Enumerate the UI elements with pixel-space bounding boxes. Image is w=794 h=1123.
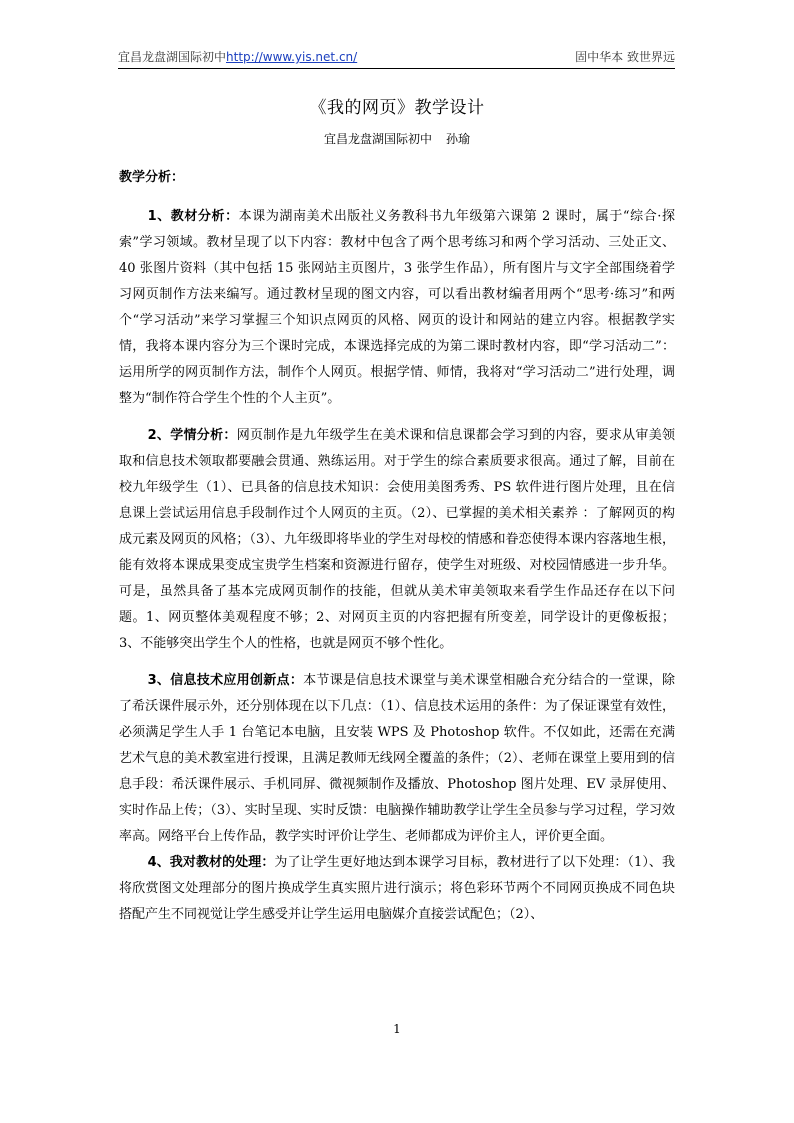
- document-title: 《我的网页》教学设计: [309, 98, 485, 118]
- header-school-name: 宜昌龙盘湖国际初中: [118, 50, 227, 64]
- author-name: 孙瑜: [446, 132, 471, 146]
- paragraph-heading: 3、信息技术应用创新点：: [147, 673, 304, 688]
- author-school: 宜昌龙盘湖国际初中: [323, 132, 432, 146]
- author-line: [0, 130, 794, 147]
- document-body: [119, 204, 675, 928]
- paragraph-text: 本课为湖南美术出版社义务教科书九年级第六课第 2 课时，属于“综合·探索”学习领域。教材呈现了以下内容：教材中包含了两个思考练习和两个学习活动、三处正文、40 张图片资料（其中包括 15 张网站主页图片，3 张学生作品），所有图片与文字全部围绕着学习网页制作方法来编写。通过教材呈现的图文内容，可以看出教材编者用两个“思考·练习”和两个“学习活动”来学习掌握三个知识点网页的风格、网页的设计和网站的建立内容。根据教学实情，我将本课内容分为三个课时完成，本课选择完成的为第二课时教材内容，即“学习活动二”：运用所学的网页制作方法，制作个人网页。根据学情、师情，我将对“学习活动二”进行处理，调整为“制作符合学生个性的个人主页”。: [119, 209, 675, 406]
- paragraph-text: 为了让学生更好地达到本课学习目标，教材进行了以下处理：（1）、我将欣赏图文处理部分的图片换成学生真实照片进行演示；将色彩环节两个不同网页换成不同色块搭配产生不同视觉让学生感受并让学生运用电脑媒介直接尝试配色；（2）、: [119, 855, 675, 922]
- header-divider: [118, 68, 675, 69]
- paragraph-student-analysis: [119, 423, 675, 657]
- paragraph-it-innovation: [119, 668, 675, 850]
- page-header: [118, 46, 675, 68]
- paragraph-text: 网页制作是九年级学生在美术课和信息课都会学习到的内容，要求从审美领取和信息技术领取都要融会贯通、熟练运用。对于学生的综合素质要求很高。通过了解，目前在校九年级学生（1）、已具备的信息技术知识：会使用美图秀秀、PS 软件进行图片处理，且在信息课上尝试运用信息手段制作过个人网页的主页。（2）、已掌握的美术相关素养 ：了解网页的构成元素及网页的风格；（3）、九年级即将毕业的学生对母校的情感和眷恋使得本课内容落地生根，能有效将本课成果变成宝贵学生档案和资源进行留存，使学生对班级、对校园情感进一步升华。可是，虽然具备了基本完成网页制作的技能，但就从美术审美领取来看学生作品还存在以下问题。1、网页整体美观程度不够；2、对网页主页的内容把握有所变差，同学设计的更像板报；3、不能够突出学生个人的性格，也就是网页不够个性化。: [119, 428, 675, 651]
- paragraph-textbook-handling: [119, 850, 675, 928]
- paragraph-textbook-analysis: [119, 204, 675, 412]
- paragraph-heading: 1、教材分析：: [147, 209, 239, 224]
- header-school-info: [118, 48, 357, 65]
- page-number: 1: [393, 1022, 401, 1036]
- paragraph-heading: 2、学情分析：: [147, 428, 237, 443]
- paragraph-heading: 4、我对教材的处理：: [147, 855, 275, 870]
- header-motto: 固中华本 致世界远: [575, 50, 675, 64]
- section-heading-teaching-analysis: 教学分析：: [119, 170, 185, 185]
- header-website-link[interactable]: http://www.yis.net.cn/: [226, 50, 358, 64]
- paragraph-text: 本节课是信息技术课堂与美术课堂相融合充分结合的一堂课，除了希沃课件展示外，还分别体现在以下几点：（1）、信息技术运用的条件：为了保证课堂有效性，必须满足学生人手 1 台笔记本电脑，且安装 WPS 及 Photoshop 软件。不仅如此，还需在充满艺术气息的美术教室进行授课，且满足教师无线网全覆盖的条件；（2）、老师在课堂上要用到的信息手段：希沃课件展示、手机同屏、微视频制作及播放、Photoshop 图片处理、EV 录屏使用、实时作品上传；（3）、实时呈现、实时反馈：电脑操作辅助教学让学生全员参与学习过程，学习效率高。网络平台上传作品，教学实时评价让学生、老师都成为评价主人，评价更全面。: [119, 673, 675, 844]
